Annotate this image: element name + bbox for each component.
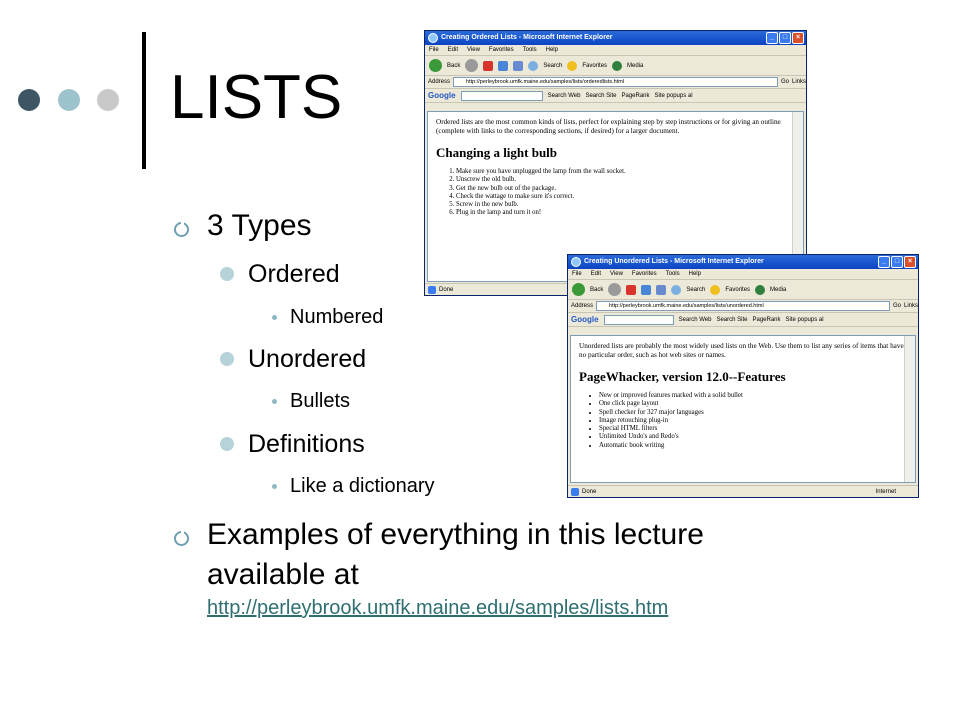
address-label: Address <box>571 303 594 309</box>
forward-icon <box>608 283 621 296</box>
bullet-unordered: Unordered <box>248 345 367 373</box>
address-bar <box>425 76 806 89</box>
list-item: 3. Get the new bulb out of the package. <box>456 185 795 193</box>
browser-toolbar <box>425 56 806 76</box>
maximize-icon: □ <box>779 32 791 44</box>
bullet-ring-icon <box>174 531 189 546</box>
menu-tools: Tools <box>522 47 537 53</box>
bullet-numbered: Numbered <box>290 306 384 328</box>
search-web-label: Search Web <box>547 92 581 99</box>
page-icon <box>428 286 436 294</box>
search-label: Search <box>686 286 706 293</box>
bullet-ring-icon <box>174 222 189 237</box>
status-bar <box>568 485 918 497</box>
menu-favorites: Favorites <box>631 271 657 277</box>
minimize-icon: _ <box>766 32 778 44</box>
window-title: Creating Unordered Lists - Microsoft Internet Explorer <box>584 258 764 265</box>
google-logo: Google <box>428 91 456 100</box>
list-item: • One click page layout <box>599 400 907 408</box>
bullet-disc-icon <box>220 267 234 281</box>
home-icon <box>513 61 523 71</box>
window-titlebar <box>425 31 806 45</box>
zone-label: Internet <box>875 489 896 495</box>
minimize-icon: _ <box>878 256 890 268</box>
media-icon <box>755 285 765 295</box>
decorative-dot-gray <box>97 89 119 111</box>
window-title: Creating Ordered Lists - Microsoft Internet Explorer <box>441 34 613 41</box>
close-icon: × <box>792 32 804 44</box>
menu-view: View <box>610 271 623 277</box>
bullet-examples-line1: Examples of everything in this lecture <box>207 518 704 551</box>
menu-file: File <box>572 271 582 277</box>
bullet-disc-icon <box>220 352 234 366</box>
favorites-label: Favorites <box>725 286 751 293</box>
intro-text: Ordered lists are the most common kinds of lists, perfect for explaining step by step instructions or for giving an outline (complete with links to the corresponding sections, if desired) for a larger document. <box>436 118 781 135</box>
list-item: • Unlimited Undo's and Redo's <box>599 433 907 441</box>
menu-edit: Edit <box>590 271 602 277</box>
search-site-label: Search Site <box>585 92 617 99</box>
search-icon <box>671 285 681 295</box>
unordered-list-screenshot <box>567 254 919 498</box>
favorites-icon <box>567 61 577 71</box>
google-search-field <box>461 91 543 101</box>
list-item: • Special HTML filters <box>599 425 907 433</box>
pagerank-label: PageRank <box>752 316 781 323</box>
google-logo: Google <box>571 315 599 324</box>
menu-bar <box>568 269 918 280</box>
back-label: Back <box>590 286 604 293</box>
bullet-dictionary: Like a dictionary <box>290 475 435 497</box>
links-label: Links <box>903 303 918 309</box>
list-item: • Image retouching plug-in <box>599 417 907 425</box>
menu-edit: Edit <box>447 47 459 53</box>
page-icon <box>571 488 579 496</box>
decorative-dot-dark <box>18 89 40 111</box>
bullet-bullets: Bullets <box>290 390 351 412</box>
media-label: Media <box>770 286 787 293</box>
menu-file: File <box>429 47 439 53</box>
links-label: Links <box>791 79 806 85</box>
google-toolbar <box>568 313 918 327</box>
menu-tools: Tools <box>665 271 680 277</box>
list-item: • New or improved features marked with a solid bullet <box>599 392 907 400</box>
search-icon <box>528 61 538 71</box>
title-divider-bar <box>142 32 146 169</box>
popups-label: Site popups al <box>785 316 824 323</box>
browser-toolbar <box>568 280 918 300</box>
list-item: • Spell checker for 327 major languages <box>599 409 907 417</box>
refresh-icon <box>498 61 508 71</box>
home-icon <box>656 285 666 295</box>
forward-icon <box>465 59 478 72</box>
search-web-label: Search Web <box>678 316 712 323</box>
list-item: 2. Unscrew the old bulb. <box>456 176 795 184</box>
address-bar <box>568 300 918 313</box>
bullet-types: 3 Types <box>207 209 312 242</box>
favorites-label: Favorites <box>582 62 608 69</box>
intro-text: Unordered lists are probably the most widely used lists on the Web. Use them to list any series of items that have no particular order, such as hot web sites or names. <box>579 342 904 359</box>
page-heading: PageWhacker, version 12.0--Features <box>579 369 786 384</box>
list-item: 5. Screw in the new bulb. <box>456 201 795 209</box>
bullet-dot-icon <box>272 315 277 320</box>
google-search-field <box>604 315 674 325</box>
list-item: 1. Make sure you have unplugged the lamp from the wall socket. <box>456 168 795 176</box>
window-titlebar <box>568 255 918 269</box>
unordered-list <box>579 392 907 450</box>
list-item: 6. Plug in the lamp and turn it on! <box>456 209 795 217</box>
menu-help: Help <box>688 271 701 277</box>
bullet-examples-line2: available at <box>207 558 359 591</box>
popups-label: Site popups al <box>654 92 693 99</box>
address-label: Address <box>428 79 451 85</box>
back-icon <box>572 283 585 296</box>
stop-icon <box>483 61 493 71</box>
list-item: 4. Check the wattage to make sure it's correct. <box>456 193 795 201</box>
refresh-icon <box>641 285 651 295</box>
menu-help: Help <box>545 47 558 53</box>
lists-link[interactable]: http://perleybrook.umfk.maine.edu/samples/lists.htm <box>207 597 669 619</box>
ie-icon <box>571 257 581 267</box>
bullet-disc-icon <box>220 437 234 451</box>
bullet-ordered: Ordered <box>248 260 340 288</box>
back-icon <box>429 59 442 72</box>
media-label: Media <box>627 62 644 69</box>
list-item: • Automatic book writing <box>599 442 907 450</box>
page-heading: Changing a light bulb <box>436 145 558 160</box>
menu-favorites: Favorites <box>488 47 514 53</box>
media-icon <box>612 61 622 71</box>
page-content <box>570 335 916 483</box>
address-field: http://perleybrook.umfk.maine.edu/samples/lists/unordered.html <box>596 301 890 311</box>
bullet-dot-icon <box>272 484 277 489</box>
status-text: Done <box>439 287 454 293</box>
bullet-dot-icon <box>272 399 277 404</box>
back-label: Back <box>447 62 461 69</box>
address-field: http://perleybrook.umfk.maine.edu/samples/lists/orderedlists.html <box>453 77 778 87</box>
slide-title: LISTS <box>170 63 343 132</box>
status-text: Done <box>582 489 597 495</box>
close-icon: × <box>904 256 916 268</box>
bullet-definitions: Definitions <box>248 430 365 458</box>
search-site-label: Search Site <box>716 316 748 323</box>
scrollbar <box>904 336 915 482</box>
menu-view: View <box>467 47 480 53</box>
menu-bar <box>425 45 806 56</box>
pagerank-label: PageRank <box>621 92 650 99</box>
go-label: Go <box>780 79 789 85</box>
google-toolbar <box>425 89 806 103</box>
go-label: Go <box>892 303 901 309</box>
ordered-list <box>436 168 795 218</box>
ie-icon <box>428 33 438 43</box>
search-label: Search <box>543 62 563 69</box>
stop-icon <box>626 285 636 295</box>
maximize-icon: □ <box>891 256 903 268</box>
decorative-dot-teal <box>58 89 80 111</box>
favorites-icon <box>710 285 720 295</box>
